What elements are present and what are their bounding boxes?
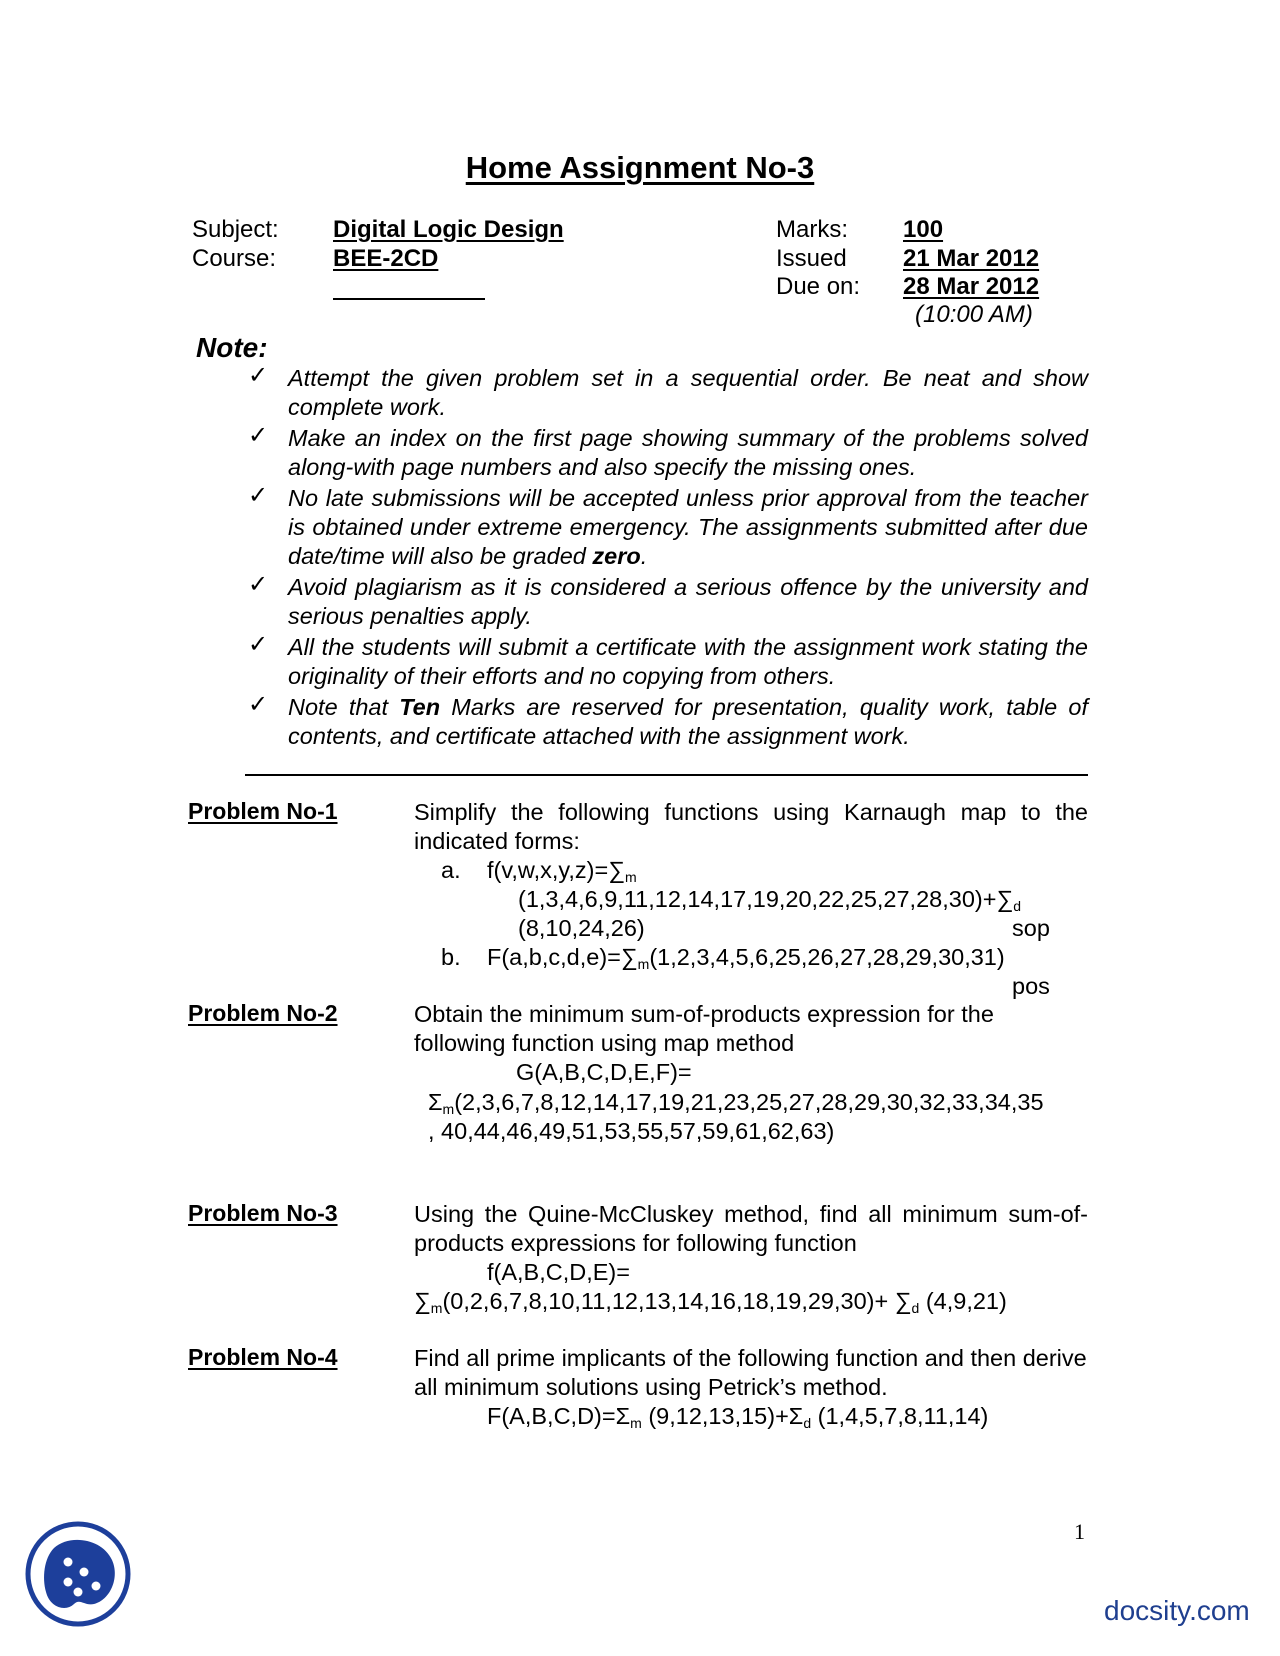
blank-line <box>333 298 485 300</box>
problem-1b-form: pos <box>1012 973 1050 999</box>
note-item: ✓ No late submissions will be accepted unless prior approval from the teacher is obtained under extreme emergency. The assignments submitted after due date/time will also be graded zero. <box>248 482 1088 569</box>
brand-link[interactable]: docsity.com <box>1104 1595 1250 1626</box>
due-value: 28 Mar 2012 <box>903 273 1040 300</box>
problem-1-text: Simplify the following functions using Karnaugh map to the indicated forms: <box>414 799 1088 854</box>
course-value: BEE-2CD <box>333 245 439 272</box>
course-label: Course: <box>192 245 277 272</box>
problem-2-minterms: $\Sigma_m(2,3,6,7,8,12,14,17,19,21,23,25,27,28,29,30,32,33,34,35$ <box>428 1089 1044 1117</box>
docsity-logo-icon <box>24 1520 132 1628</box>
problem-2-minterms-cont: , 40,44,46,49,51,53,55,57,59,61,62,63) <box>428 1118 835 1144</box>
problem-2-text: Obtain the minimum sum-of-products expression for the following function using map method <box>414 1001 994 1056</box>
check-icon: ✓ <box>248 691 269 718</box>
problem-1a-function: $f(v,w,x,y,z)=\sum_m$ <box>487 857 637 885</box>
problem-1a-minterms: $(1,3,4,6,9,11,12,14,17,19,20,22,25,27,28,30)+\sum_d$ <box>518 886 1021 914</box>
note-item: ✓ Avoid plagiarism as it is considered a serious offence by the university and serious penalties apply. <box>248 571 1088 629</box>
check-icon: ✓ <box>248 571 269 598</box>
page-title: Home Assignment No-3 <box>465 150 815 185</box>
note-heading: Note: <box>196 332 268 363</box>
marks-value: 100 <box>903 216 944 243</box>
subject-label: Subject: <box>192 216 279 243</box>
check-icon: ✓ <box>248 482 269 509</box>
issued-label: Issued <box>776 245 847 272</box>
note-list <box>248 364 1088 753</box>
problem-3-label: Problem No-3 <box>188 1200 338 1226</box>
problem-4-text: Find all prime implicants of the following function and then derive all minimum solutions using Petrick’s method. <box>414 1345 1087 1400</box>
problem-1b-marker: b. <box>441 944 461 970</box>
note-item: ✓ Attempt the given problem set in a sequential order. Be neat and show complete work. <box>248 362 1088 420</box>
due-label: Due on: <box>776 273 861 300</box>
marks-label: Marks: <box>776 216 848 243</box>
problem-4-label: Problem No-4 <box>188 1344 338 1370</box>
note-item: ✓ Make an index on the first page showing summary of the problems solved along-with page numbers and also specify the missing ones. <box>248 422 1088 480</box>
issued-value: 21 Mar 2012 <box>903 245 1040 272</box>
problem-1a-dontcares: (8,10,24,26) <box>518 915 645 941</box>
problem-2-label: Problem No-2 <box>188 1000 338 1026</box>
problem-1a-marker: a. <box>441 857 461 883</box>
problem-1-label: Problem No-1 <box>188 798 338 824</box>
problem-1b-function: $F(a,b,c,d,e)=\sum_m(1,2,3,4,5,6,25,26,27,28,29,30,31)$ <box>487 944 1005 972</box>
problem-2-function: G(A,B,C,D,E,F)= <box>516 1059 692 1085</box>
due-time: (10:00 AM) <box>915 301 1033 328</box>
check-icon: ✓ <box>248 362 269 389</box>
subject-value: Digital Logic Design <box>333 216 564 243</box>
problem-1a-form: sop <box>1012 915 1050 941</box>
problem-3-minterms: $\sum_m(0,2,6,7,8,10,11,12,13,14,16,18,19,29,30)+ \sum_d$ (4,9,21) <box>414 1288 1007 1316</box>
note-item: ✓ All the students will submit a certificate with the assignment work stating the originality of their efforts and no copying from others. <box>248 631 1088 689</box>
check-icon: ✓ <box>248 422 269 449</box>
problem-4-function: $F(A,B,C,D)=\Sigma_m$ $(9,12,13,15)+\Sigma_d$ (1,4,5,7,8,11,14) <box>487 1403 989 1431</box>
page-number: 1 <box>1074 1519 1085 1544</box>
section-divider <box>245 774 1088 776</box>
check-icon: ✓ <box>248 631 269 658</box>
problem-3-text: Using the Quine-McCluskey method, find all minimum sum-of-products expressions for following function <box>414 1201 1088 1256</box>
problem-3-function: f(A,B,C,D,E)= <box>487 1259 630 1285</box>
note-item: ✓ Note that Ten Marks are reserved for presentation, quality work, table of contents, and certificate attached with the assignment work. <box>248 691 1088 749</box>
